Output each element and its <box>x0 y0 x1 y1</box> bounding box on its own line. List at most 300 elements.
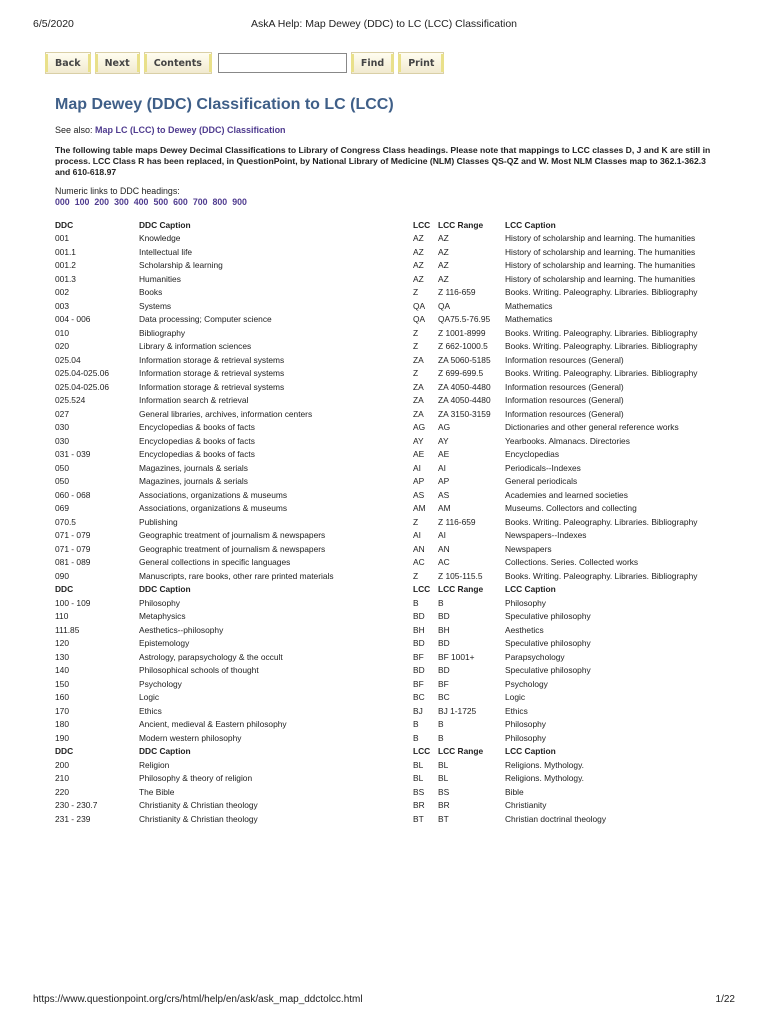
table-cell: AS <box>438 489 450 500</box>
table-cell: AZ <box>438 273 449 284</box>
next-button[interactable]: Next <box>95 52 140 74</box>
table-cell: Philosophy & theory of religion <box>139 773 253 784</box>
table-cell: Books <box>139 287 163 298</box>
table-row <box>55 597 710 611</box>
table-row <box>55 665 710 679</box>
table-cell: AZ <box>438 233 449 244</box>
table-row <box>55 381 710 395</box>
ddc-lcc-table <box>55 219 710 827</box>
table-cell: 200 <box>55 759 69 770</box>
table-cell: Speculative philosophy <box>505 611 591 622</box>
table-cell: AM <box>438 503 451 514</box>
table-cell: BD <box>413 638 425 649</box>
table-cell: 002 <box>55 287 69 298</box>
numeric-link[interactable]: 600 <box>173 197 188 207</box>
table-cell: 231 - 239 <box>55 813 91 824</box>
table-cell: Z <box>413 516 419 527</box>
see-also-link[interactable]: Map LC (LCC) to Dewey (DDC) Classification <box>95 125 286 135</box>
table-cell: 001.3 <box>55 273 76 284</box>
table-cell: B <box>438 597 444 608</box>
column-header: LCC Range <box>438 746 484 757</box>
table-cell: Academies and learned societies <box>505 489 628 500</box>
table-cell: BS <box>413 786 425 797</box>
table-cell: Information resources (General) <box>505 381 624 392</box>
table-cell: BT <box>438 813 449 824</box>
table-cell: Z 1001-8999 <box>438 327 486 338</box>
table-cell: 090 <box>55 570 69 581</box>
table-cell: Information storage & retrieval systems <box>139 368 285 379</box>
table-cell: Astrology, parapsychology & the occult <box>139 651 283 662</box>
table-row <box>55 800 710 814</box>
table-cell: Aesthetics <box>505 624 544 635</box>
column-header: DDC <box>55 584 74 595</box>
print-date: 6/5/2020 <box>33 18 74 30</box>
table-cell: 160 <box>55 692 69 703</box>
table-row <box>55 705 710 719</box>
table-cell: Philosophy <box>139 597 180 608</box>
find-input[interactable] <box>218 53 347 73</box>
table-cell: Z <box>413 341 419 352</box>
table-cell: 110 <box>55 611 69 622</box>
intro-text: The following table maps Dewey Decimal Classifications to Library of Congress Class headings. Please note that mappings to LCC classes D, J and K are still in process. LCC Class R has been replaced, in QuestionPoint, by National Library of Medicine (NLM) Classes QS-QZ and W. Most NLM Classes map to 362.1-362.3 and 610-618.97 <box>55 145 711 178</box>
table-row <box>55 503 710 517</box>
table-cell: 025.04 <box>55 354 81 365</box>
table-row <box>55 354 710 368</box>
table-row <box>55 786 710 800</box>
print-url: https://www.questionpoint.org/crs/html/help/en/ask/ask_map_ddctolcc.html <box>33 994 363 1005</box>
table-row <box>55 341 710 355</box>
table-cell: ZA 4050-4480 <box>438 395 491 406</box>
table-row <box>55 300 710 314</box>
table-cell: History of scholarship and learning. The humanities <box>505 273 696 284</box>
table-cell: B <box>413 732 419 743</box>
column-header: LCC Range <box>438 219 484 230</box>
table-cell: 030 <box>55 422 69 433</box>
table-cell: 031 - 039 <box>55 449 91 460</box>
table-row <box>55 543 710 557</box>
table-cell: General periodicals <box>505 476 578 487</box>
table-cell: ZA 4050-4480 <box>438 381 491 392</box>
numeric-link[interactable]: 400 <box>133 197 149 207</box>
table-cell: Library & information sciences <box>139 341 252 352</box>
numeric-link[interactable]: 700 <box>192 197 208 207</box>
table-cell: Aesthetics--philosophy <box>139 624 224 635</box>
table-cell: Books. Writing. Paleography. Libraries. Bibliography <box>505 570 698 581</box>
column-header: LCC Range <box>438 584 484 595</box>
table-cell: BH <box>438 624 450 635</box>
table-row <box>55 624 710 638</box>
table-cell: Speculative philosophy <box>505 638 591 649</box>
table-row <box>55 246 710 260</box>
table-cell: 111.85 <box>55 624 80 635</box>
table-cell: Encyclopedias & books of facts <box>139 449 255 460</box>
numeric-link[interactable]: 200 <box>94 197 110 207</box>
table-cell: 230 - 230.7 <box>55 800 98 811</box>
table-cell: 069 <box>55 503 69 514</box>
column-header: DDC <box>55 746 74 757</box>
see-also-label: See also: <box>55 125 93 135</box>
table-row <box>55 287 710 301</box>
table-cell: 001.2 <box>55 260 76 271</box>
contents-button[interactable]: Contents <box>144 52 212 74</box>
column-header: DDC Caption <box>139 219 191 230</box>
table-cell: Z <box>413 570 419 581</box>
numeric-link[interactable]: 500 <box>153 197 169 207</box>
table-cell: BC <box>438 692 450 703</box>
table-cell: General collections in specific languages <box>139 557 291 568</box>
table-cell: 001.1 <box>55 246 76 257</box>
table-cell: BL <box>438 773 449 784</box>
table-cell: 120 <box>55 638 69 649</box>
table-cell: Encyclopedias & books of facts <box>139 435 255 446</box>
table-cell: 004 - 006 <box>55 314 91 325</box>
table-cell: ZA <box>413 354 424 365</box>
table-header-row <box>55 584 710 598</box>
table-cell: AZ <box>413 246 424 257</box>
table-cell: Psychology <box>505 678 548 689</box>
column-header: LCC <box>413 746 431 757</box>
table-cell: Philosophical schools of thought <box>139 665 259 676</box>
table-cell: BD <box>438 638 450 649</box>
table-cell: AZ <box>438 260 449 271</box>
table-cell: 070.5 <box>55 516 76 527</box>
table-cell: 140 <box>55 665 69 676</box>
table-row <box>55 813 710 827</box>
table-cell: 071 - 079 <box>55 543 91 554</box>
table-cell: Mathematics <box>505 314 553 325</box>
table-cell: ZA 3150-3159 <box>438 408 491 419</box>
page-number: 1/22 <box>715 994 735 1005</box>
table-cell: AS <box>413 489 425 500</box>
table-cell: 001 <box>55 233 69 244</box>
table-cell: BH <box>413 624 425 635</box>
table-cell: BC <box>413 692 425 703</box>
table-cell: Z 116-659 <box>438 516 476 527</box>
table-cell: AZ <box>413 233 424 244</box>
numeric-links-label: Numeric links to DDC headings: <box>55 186 180 196</box>
table-cell: QA <box>438 300 451 311</box>
table-cell: Manuscripts, rare books, other rare printed materials <box>139 570 334 581</box>
table-cell: BS <box>438 786 450 797</box>
table-row <box>55 233 710 247</box>
column-header: DDC Caption <box>139 746 191 757</box>
table-cell: AP <box>438 476 450 487</box>
print-footer <box>33 994 735 1008</box>
table-cell: Christianity & Christian theology <box>139 800 258 811</box>
table-cell: AN <box>413 543 425 554</box>
table-cell: AZ <box>413 260 424 271</box>
table-cell: Z 699-699.5 <box>438 368 484 379</box>
table-row <box>55 692 710 706</box>
table-cell: Books. Writing. Paleography. Libraries. Bibliography <box>505 516 698 527</box>
table-row <box>55 759 710 773</box>
table-cell: 030 <box>55 435 69 446</box>
table-cell: BL <box>413 773 424 784</box>
table-cell: Magazines, journals & serials <box>139 462 248 473</box>
table-cell: AE <box>413 449 425 460</box>
table-cell: Z 105-115.5 <box>438 570 483 581</box>
table-cell: Religions. Mythology. <box>505 759 584 770</box>
table-row <box>55 773 710 787</box>
table-row <box>55 678 710 692</box>
table-cell: Mathematics <box>505 300 553 311</box>
table-cell: QA <box>413 314 426 325</box>
back-button[interactable]: Back <box>45 52 91 74</box>
table-cell: 060 - 068 <box>55 489 91 500</box>
table-cell: Information storage & retrieval systems <box>139 354 285 365</box>
table-cell: BR <box>413 800 425 811</box>
table-row <box>55 327 710 341</box>
table-cell: AI <box>413 530 421 541</box>
table-row <box>55 462 710 476</box>
table-cell: Bible <box>505 786 524 797</box>
table-cell: AC <box>413 557 425 568</box>
table-cell: AI <box>438 530 446 541</box>
table-cell: AE <box>438 449 450 460</box>
table-header-row <box>55 746 710 760</box>
table-cell: Christianity <box>505 800 547 811</box>
table-cell: Books. Writing. Paleography. Libraries. Bibliography <box>505 341 698 352</box>
table-cell: Yearbooks. Almanacs. Directories <box>505 435 630 446</box>
table-cell: 020 <box>55 341 69 352</box>
table-cell: 081 - 089 <box>55 557 91 568</box>
numeric-link[interactable]: 300 <box>114 197 129 207</box>
table-row <box>55 435 710 449</box>
table-row <box>55 611 710 625</box>
table-cell: Information resources (General) <box>505 395 624 406</box>
navigation-toolbar <box>45 51 448 75</box>
table-cell: AN <box>438 543 450 554</box>
table-cell: B <box>413 597 419 608</box>
table-cell: AY <box>438 435 449 446</box>
table-cell: Logic <box>139 692 160 703</box>
table-cell: 003 <box>55 300 69 311</box>
table-cell: BJ <box>413 705 423 716</box>
table-row <box>55 516 710 530</box>
table-cell: Geographic treatment of journalism & newspapers <box>139 530 326 541</box>
numeric-link[interactable]: 900 <box>232 197 247 207</box>
table-cell: 180 <box>55 719 69 730</box>
table-cell: ZA <box>413 381 424 392</box>
table-row <box>55 314 710 328</box>
print-button[interactable]: Print <box>398 52 444 74</box>
table-cell: 130 <box>55 651 69 662</box>
table-cell: AY <box>413 435 424 446</box>
table-cell: Collections. Series. Collected works <box>505 557 639 568</box>
table-cell: Encyclopedias <box>505 449 560 460</box>
table-cell: BD <box>438 665 450 676</box>
table-cell: B <box>438 719 444 730</box>
table-cell: Christian doctrinal theology <box>505 813 607 824</box>
table-cell: BF <box>413 651 424 662</box>
table-cell: 100 - 109 <box>55 597 91 608</box>
table-cell: Philosophy <box>505 732 546 743</box>
table-cell: Intellectual life <box>139 246 193 257</box>
table-row <box>55 530 710 544</box>
table-cell: B <box>413 719 419 730</box>
numeric-link[interactable]: 100 <box>74 197 90 207</box>
table-cell: BJ 1-1725 <box>438 705 477 716</box>
table-cell: AI <box>438 462 446 473</box>
table-cell: Associations, organizations & museums <box>139 489 288 500</box>
table-cell: QA <box>413 300 426 311</box>
table-cell: Magazines, journals & serials <box>139 476 248 487</box>
table-cell: Books. Writing. Paleography. Libraries. Bibliography <box>505 327 698 338</box>
table-cell: Ethics <box>139 705 162 716</box>
table-cell: Information search & retrieval <box>139 395 249 406</box>
table-cell: Z <box>413 368 419 379</box>
table-cell: B <box>438 732 444 743</box>
table-cell: AP <box>413 476 425 487</box>
table-cell: Humanities <box>139 273 181 284</box>
table-cell: 025.04-025.06 <box>55 368 110 379</box>
table-cell: ZA <box>413 395 424 406</box>
table-cell: History of scholarship and learning. The humanities <box>505 260 696 271</box>
table-cell: Z <box>413 287 419 298</box>
table-cell: ZA 5060-5185 <box>438 354 491 365</box>
numeric-link[interactable]: 000 <box>55 197 70 207</box>
table-cell: Books. Writing. Paleography. Libraries. Bibliography <box>505 287 698 298</box>
table-cell: 025.524 <box>55 395 86 406</box>
table-cell: BD <box>413 665 425 676</box>
column-header: LCC Caption <box>505 219 556 230</box>
table-cell: BD <box>438 611 450 622</box>
table-cell: 170 <box>55 705 69 716</box>
table-cell: Speculative philosophy <box>505 665 591 676</box>
table-cell: BF <box>413 678 424 689</box>
table-cell: Systems <box>139 300 172 311</box>
page-title: Map Dewey (DDC) Classification to LC (LCC) <box>55 96 394 113</box>
table-row <box>55 368 710 382</box>
print-title: AskA Help: Map Dewey (DDC) to LC (LCC) Classification <box>250 18 518 30</box>
table-cell: History of scholarship and learning. The humanities <box>505 246 696 257</box>
table-cell: Christianity & Christian theology <box>139 813 258 824</box>
table-cell: Museums. Collectors and collecting <box>505 503 637 514</box>
table-row <box>55 557 710 571</box>
table-cell: BD <box>413 611 425 622</box>
table-cell: Periodicals--Indexes <box>505 462 581 473</box>
table-cell: BT <box>413 813 424 824</box>
table-cell: Data processing; Computer science <box>139 314 272 325</box>
table-row <box>55 422 710 436</box>
table-row <box>55 489 710 503</box>
table-cell: 027 <box>55 408 69 419</box>
table-cell: Religions. Mythology. <box>505 773 584 784</box>
column-header: LCC Caption <box>505 746 556 757</box>
table-row <box>55 408 710 422</box>
table-cell: 210 <box>55 773 69 784</box>
table-cell: Dictionaries and other general reference works <box>505 422 679 433</box>
table-cell: Ethics <box>505 705 528 716</box>
table-cell: AG <box>438 422 451 433</box>
table-cell: 220 <box>55 786 69 797</box>
table-cell: Epistemology <box>139 638 190 649</box>
table-header-row <box>55 219 710 233</box>
table-row <box>55 732 710 746</box>
table-cell: 150 <box>55 678 69 689</box>
table-cell: Psychology <box>139 678 182 689</box>
table-cell: AM <box>413 503 426 514</box>
table-cell: Z 662-1000.5 <box>438 341 488 352</box>
column-header: LCC Caption <box>505 584 556 595</box>
table-cell: Scholarship & learning <box>139 260 223 271</box>
table-cell: Newspapers--Indexes <box>505 530 587 541</box>
table-cell: BF <box>438 678 449 689</box>
table-row <box>55 638 710 652</box>
table-cell: Information resources (General) <box>505 408 624 419</box>
table-cell: Z 116-659 <box>438 287 476 298</box>
table-cell: 190 <box>55 732 69 743</box>
column-header: DDC Caption <box>139 584 191 595</box>
table-cell: History of scholarship and learning. The humanities <box>505 233 696 244</box>
table-cell: AG <box>413 422 426 433</box>
column-header: DDC <box>55 219 74 230</box>
table-cell: Z <box>413 327 419 338</box>
table-cell: BF 1001+ <box>438 651 475 662</box>
table-cell: Geographic treatment of journalism & newspapers <box>139 543 326 554</box>
table-cell: AC <box>438 557 450 568</box>
table-cell: Religion <box>139 759 170 770</box>
table-cell: Philosophy <box>505 719 546 730</box>
table-cell: Ancient, medieval & Eastern philosophy <box>139 719 287 730</box>
table-cell: General libraries, archives, information centers <box>139 408 313 419</box>
find-button[interactable]: Find <box>351 52 394 74</box>
table-cell: Modern western philosophy <box>139 732 242 743</box>
table-cell: The Bible <box>139 786 175 797</box>
see-also <box>55 125 286 135</box>
table-cell: Knowledge <box>139 233 181 244</box>
table-row <box>55 651 710 665</box>
table-cell: BR <box>438 800 450 811</box>
table-row <box>55 449 710 463</box>
table-cell: 050 <box>55 476 69 487</box>
table-row <box>55 395 710 409</box>
table-cell: Bibliography <box>139 327 186 338</box>
table-row <box>55 273 710 287</box>
table-cell: 010 <box>55 327 69 338</box>
table-cell: Information resources (General) <box>505 354 624 365</box>
table-cell: Philosophy <box>505 597 546 608</box>
table-row <box>55 570 710 584</box>
table-cell: Newspapers <box>505 543 552 554</box>
column-header: LCC <box>413 219 431 230</box>
table-cell: 050 <box>55 462 69 473</box>
table-cell: Parapsychology <box>505 651 565 662</box>
table-cell: BL <box>413 759 424 770</box>
table-cell: Metaphysics <box>139 611 186 622</box>
table-cell: Encyclopedias & books of facts <box>139 422 255 433</box>
table-cell: Associations, organizations & museums <box>139 503 288 514</box>
table-cell: Logic <box>505 692 526 703</box>
numeric-link[interactable]: 800 <box>212 197 228 207</box>
table-cell: AZ <box>438 246 449 257</box>
table-row <box>55 260 710 274</box>
table-cell: ZA <box>413 408 424 419</box>
column-header: LCC <box>413 584 431 595</box>
table-cell: AZ <box>413 273 424 284</box>
print-header <box>33 18 735 32</box>
table-cell: AI <box>413 462 421 473</box>
table-row <box>55 476 710 490</box>
numeric-links <box>55 197 252 207</box>
table-cell: Information storage & retrieval systems <box>139 381 285 392</box>
table-cell: Books. Writing. Paleography. Libraries. Bibliography <box>505 368 698 379</box>
table-cell: BL <box>438 759 449 770</box>
table-cell: 025.04-025.06 <box>55 381 110 392</box>
table-row <box>55 719 710 733</box>
table-cell: QA75.5-76.95 <box>438 314 491 325</box>
table-cell: Publishing <box>139 516 178 527</box>
